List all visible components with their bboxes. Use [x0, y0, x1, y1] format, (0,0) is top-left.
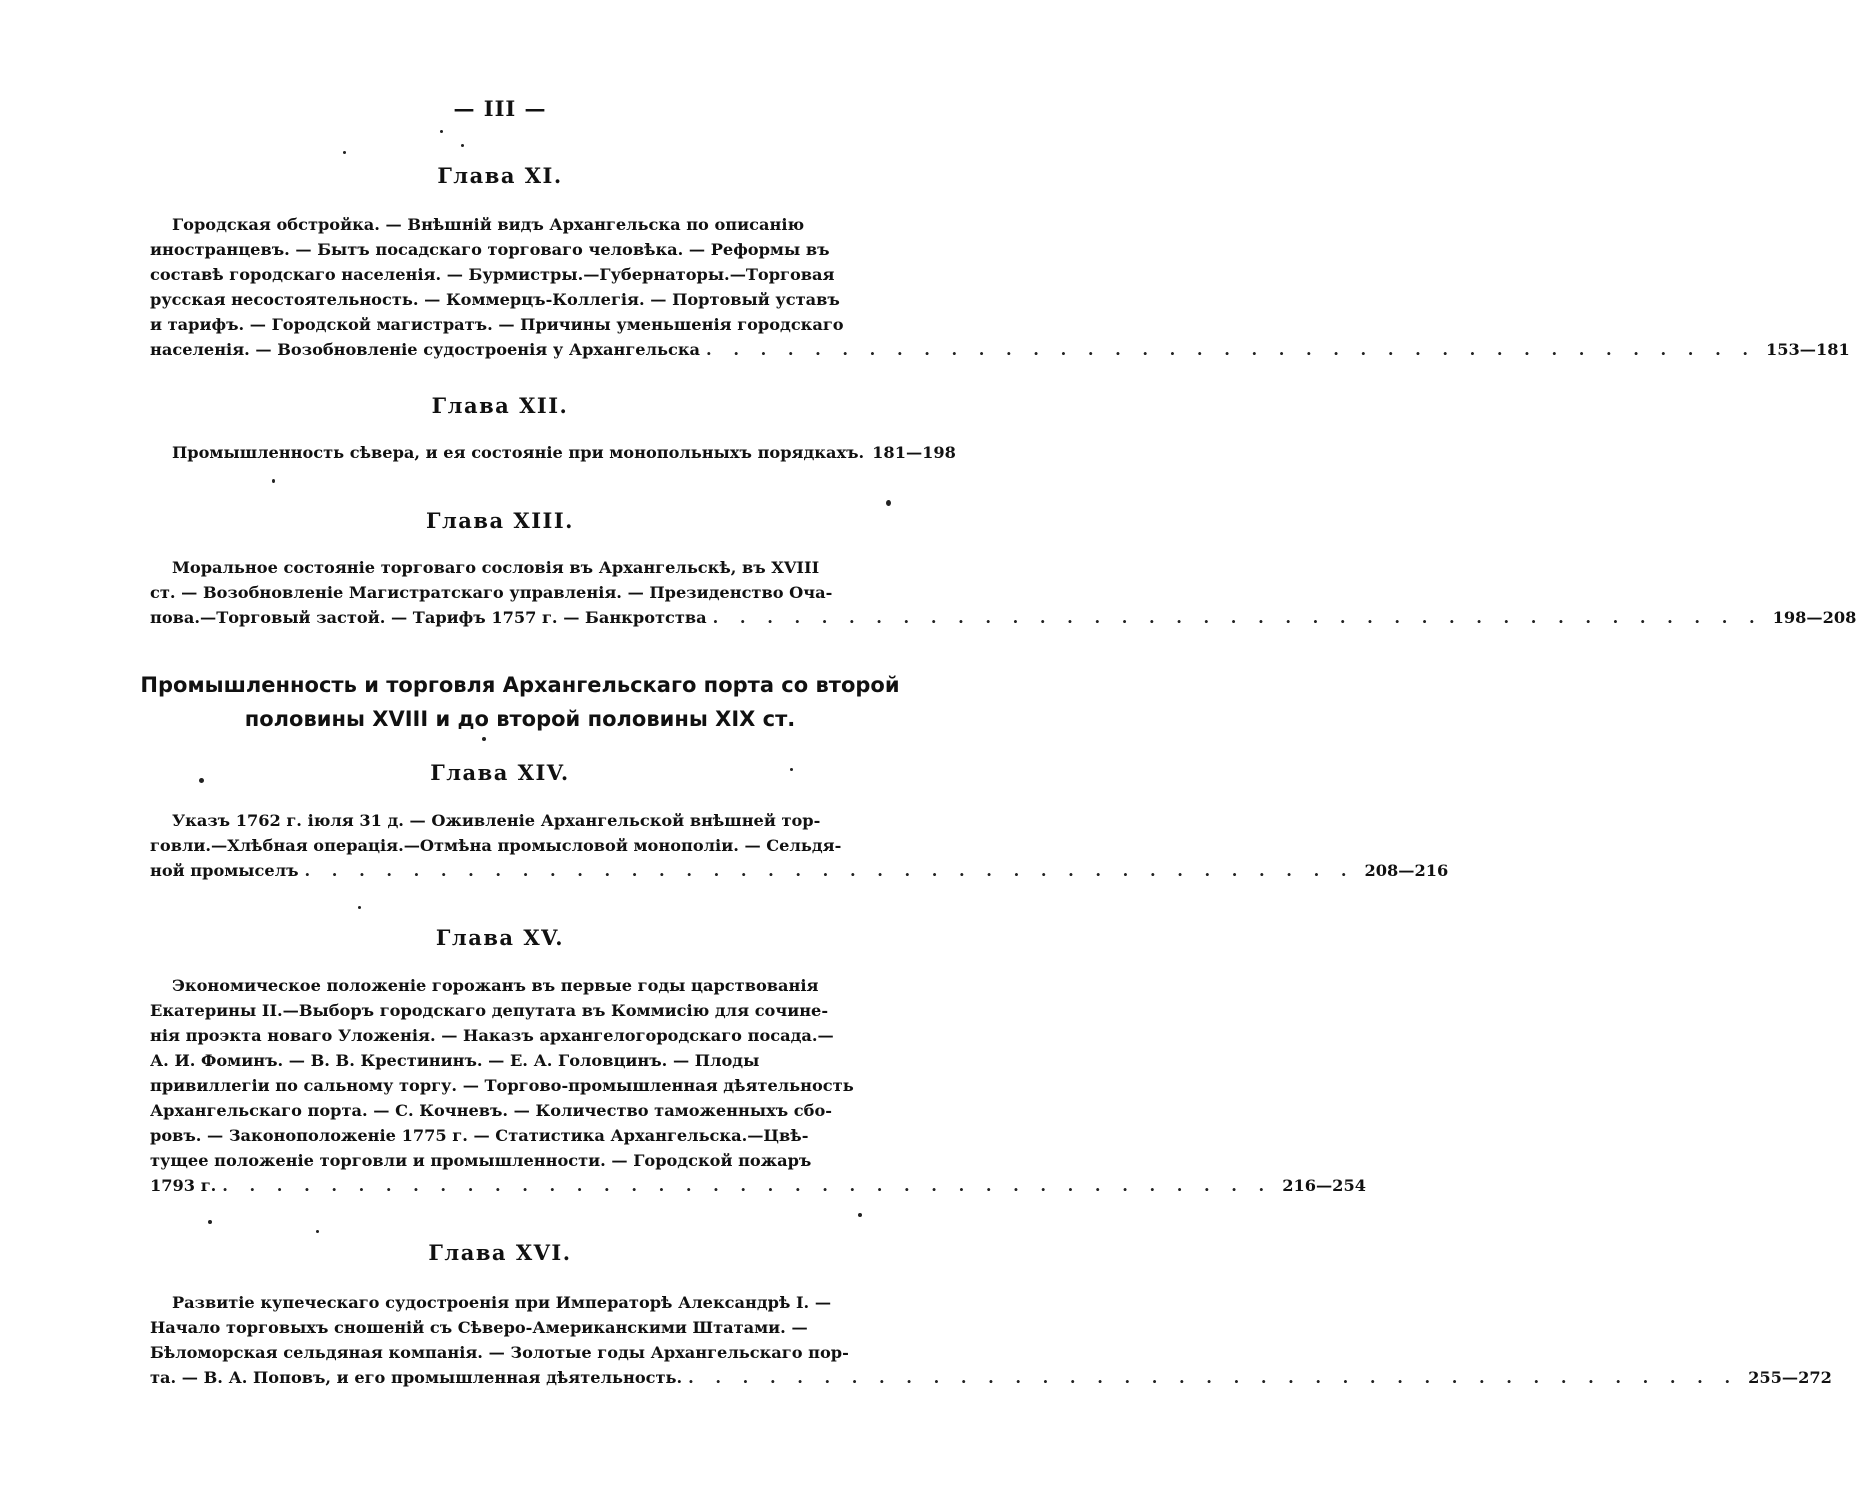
entry-text-line: составѣ городскаго населенія. — Бурмистры.—Губернаторы.—Торговая — [150, 265, 835, 284]
print-speck — [208, 1220, 212, 1224]
print-speck — [886, 500, 891, 506]
entry-text-line: населенія. — Возобновленіе судостроенія у Архангельска — [150, 340, 701, 359]
chapter-title-xiv: Глава XIV. — [430, 760, 570, 785]
page-range: 208—216 — [1364, 861, 1449, 880]
entry-text-line: и тарифъ. — Городской магистратъ. — Причины уменьшенія городскаго — [150, 315, 844, 334]
chapter-entry-xv — [150, 973, 1366, 1198]
entry-last-line — [150, 337, 1850, 362]
entry-last-line — [150, 1365, 1832, 1390]
print-speck — [199, 778, 204, 783]
entry-text-line: Бѣломорская сельдяная компанія. — Золотые годы Архангельскаго пор- — [150, 1343, 849, 1362]
entry-text-line: Развитіе купеческаго судостроенія при Императорѣ Александрѣ I. — — [172, 1293, 832, 1312]
chapter-entry-xiv — [150, 808, 1449, 883]
dot-leader: . . . . . . . . . . . . . . . . . . . . . . . . . . . . . . . . . . . . . . . — [222, 1176, 1273, 1195]
chapter-title-xii: Глава XII. — [431, 393, 569, 418]
entry-text-line: привиллегіи по сальному торгу. — Торгово-промышленная дѣятельность — [150, 1076, 854, 1095]
print-speck — [440, 130, 443, 133]
entry-text-line: говли.—Хлѣбная операція.—Отмѣна промысловой монополіи. — Сельдя- — [150, 836, 842, 855]
chapter-title-xi: Глава XI. — [437, 163, 563, 188]
entry-text-line: ст. — Возобновленіе Магистратскаго управленія. — Президенство Оча- — [150, 583, 833, 602]
chapter-entry-xii — [150, 440, 956, 465]
print-speck — [461, 144, 464, 147]
entry-text-line: иностранцевъ. — Бытъ посадскаго торговаго человѣка. — Реформы въ — [150, 240, 830, 259]
dot-leader: . . . . . . . . . . . . . . . . . . . . . . . . . . . . . . . . . . . . . . . — [712, 608, 1763, 627]
print-speck — [358, 906, 361, 909]
entry-last-line — [150, 1173, 1366, 1198]
print-speck — [482, 737, 486, 741]
print-speck — [316, 1230, 319, 1233]
chapter-entry-xi — [150, 212, 1850, 362]
entry-text-line: тущее положеніе торговли и промышленности. — Городской пожаръ — [150, 1151, 812, 1170]
entry-text-line: Промышленность сѣвера, и ея состояніе при монопольныхъ порядкахъ. — [172, 443, 865, 462]
page-range: 181—198 — [872, 443, 956, 462]
entry-text-line: Архангельскаго порта. — С. Кочневъ. — Количество таможенныхъ сбо- — [150, 1101, 832, 1120]
entry-text-line: Указъ 1762 г. іюля 31 д. — Оживленіе Архангельской внѣшней тор- — [172, 811, 821, 830]
entry-text-line: пова.—Торговый застой. — Тарифъ 1757 г. — Банкротства — [150, 608, 707, 627]
print-speck — [343, 151, 346, 154]
chapter-title-xiii: Глава XIII. — [426, 508, 574, 533]
page-number: — III — — [453, 96, 547, 121]
chapter-entry-xvi — [150, 1290, 1832, 1390]
entry-text-line: Начало торговыхъ сношеній съ Сѣверо-Американскими Штатами. — — [150, 1318, 808, 1337]
chapter-title-xv: Глава XV. — [435, 925, 565, 950]
page-range: 153—181 — [1766, 340, 1850, 359]
entry-text-line: Экономическое положеніе горожанъ въ первые годы царствованія — [172, 976, 819, 995]
section-heading-line-1: Промышленность и торговля Архангельскаго порта со второй — [140, 673, 900, 697]
entry-text-line: 1793 г. — [150, 1176, 217, 1195]
chapter-title-xvi: Глава XVI. — [428, 1240, 572, 1265]
entry-text-line: Екатерины II.—Выборъ городскаго депутата въ Коммисію для сочине- — [150, 1001, 829, 1020]
print-speck — [272, 479, 275, 483]
entry-text-line: ной промыселъ — [150, 861, 299, 880]
print-speck — [790, 768, 793, 771]
section-heading — [140, 668, 900, 736]
page-range: 198—208 — [1772, 608, 1856, 627]
entry-last-line — [150, 858, 1449, 883]
entry-text-line: та. — В. А. Поповъ, и его промышленная дѣятельность. — [150, 1368, 683, 1387]
entry-text-line: нія проэкта новаго Уложенія. — Наказъ архангелогородскаго посада.— — [150, 1026, 834, 1045]
entry-text-line: русская несостоятельность. — Коммерцъ-Коллегія. — Портовый уставъ — [150, 290, 840, 309]
page-range: 255—272 — [1748, 1368, 1832, 1387]
page-range: 216—254 — [1282, 1176, 1366, 1195]
dot-leader: . . . . . . . . . . . . . . . . . . . . . . . . . . . . . . . . . . . . . . . — [688, 1368, 1739, 1387]
entry-text-line: А. И. Фоминъ. — В. В. Крестининъ. — Е. А. Головцинъ. — Плоды — [150, 1051, 760, 1070]
entry-text-line: Моральное состояніе торговаго сословія въ Архангельскѣ, въ XVIII — [172, 558, 820, 577]
section-heading-line-2: половины XVIII и до второй половины XIX ст. — [244, 707, 796, 731]
entry-text-line: Городская обстройка. — Внѣшній видъ Архангельска по описанію — [172, 215, 805, 234]
chapter-entry-xiii — [150, 555, 1856, 630]
dot-leader: . . . . . . . . . . . . . . . . . . . . . . . . . . . . . . . . . . . . . . . — [304, 861, 1355, 880]
dot-leader: . . . . . . . . . . . . . . . . . . . . . . . . . . . . . . . . . . . . . . . — [706, 340, 1756, 359]
entry-last-line — [150, 440, 956, 465]
print-speck — [858, 1213, 862, 1217]
entry-text-line: ровъ. — Законоположеніе 1775 г. — Статистика Архангельска.—Цвѣ- — [150, 1126, 809, 1145]
entry-last-line — [150, 605, 1856, 630]
